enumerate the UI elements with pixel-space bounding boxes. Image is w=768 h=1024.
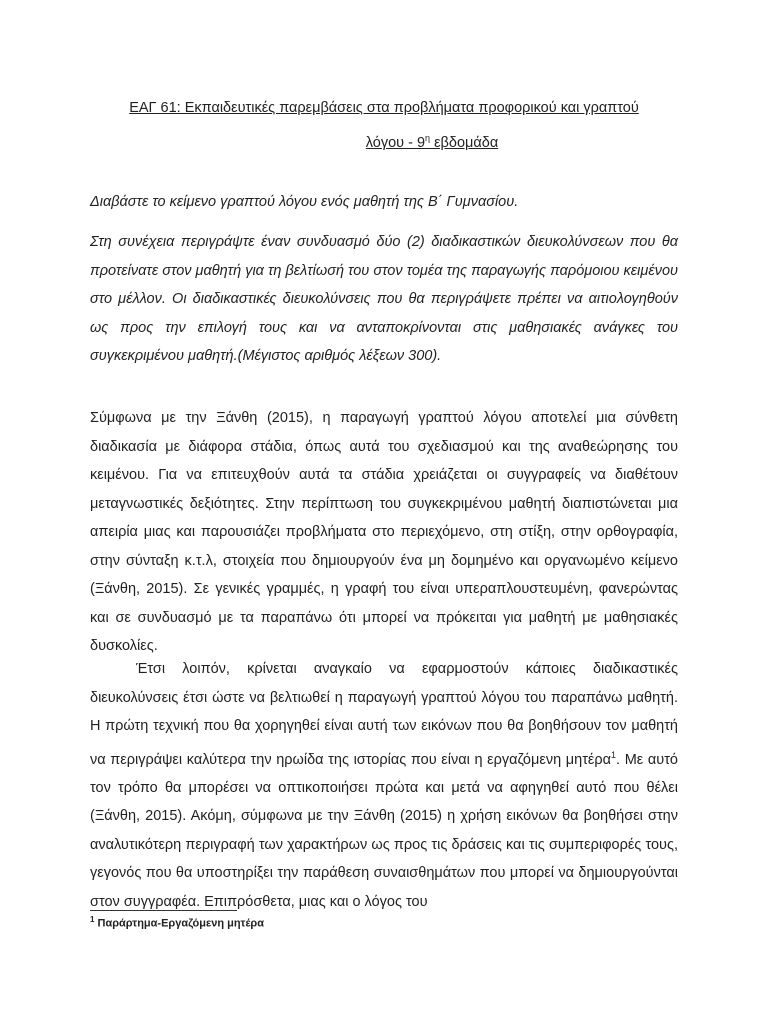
page-title	[90, 93, 678, 158]
title-line-2	[90, 123, 678, 158]
title-line-2-text: λόγου - 9	[365, 134, 426, 151]
footnote-separator	[90, 910, 237, 911]
title-line-1: ΕΑΓ 61: Εκπαιδευτικές παρεμβάσεις στα προβλήματα προφορικού και γραπτού	[129, 100, 639, 116]
body-paragraph-2-part-b: . Με αυτό τον τρόπο θα μπορέσει να οπτικοποιήσει πρώτα και μετά να αφηγηθεί αυτό που θέλει (Ξάνθη, 2015). Ακόμη, σύμφωνα με την Ξάνθη (2015) η χρήση εικόνων θα βοηθήσει στην αναλυτικότερη περιγραφή των χαρακτήρων ως προς τις δράσεις και τις συμπεριφορές τους, γεγονός που θα υποστηρίξει την παράθεση συναισθημάτων που μπορεί να δημιουργούνται στον συγγραφέα. Επιπρόσθετα, μιας και ο λόγος του	[90, 751, 678, 910]
footnote-text: Παράρτημα-Εργαζόμενη μητέρα	[94, 917, 264, 930]
title-line-2-end: εβδομάδα	[430, 134, 499, 151]
instruction-paragraph-1: Διαβάστε το κείμενο γραπτού λόγου ενός μαθητή της Β΄ Γυμνασίου.	[90, 194, 519, 210]
body-paragraph-2	[90, 655, 678, 916]
body-paragraph-2-part-a: Έτσι λοιπόν, κρίνεται αναγκαίο να εφαρμοστούν κάποιες διαδικαστικές διευκολύνσεις έτσι ώστε να βελτιωθεί η παραγωγή γραπτού λόγου του παραπάνω μαθητή. Η πρώτη τεχνική που θα χορηγηθεί είναι αυτή των εικόνων που θα βοηθήσουν τον μαθητή να περιγράψει καλύτερα την ηρωίδα της ιστορίας που είναι η εργαζόμενη μητέρα	[90, 661, 678, 768]
title-superscript: η	[425, 133, 431, 143]
footnote-number: 1	[90, 915, 95, 924]
instruction-paragraph-2: Στη συνέχεια περιγράψτε έναν συνδυασμό δύο (2) διαδικαστικών διευκολύνσεων που θα προτείνατε στον μαθητή για τη βελτίωσή του στον τομέα της παραγωγής παρόμοιου κειμένου στο μέλλον. Οι διαδικαστικές διευκολύνσεις που θα περιγράψετε πρέπει να αιτιολογηθούν ως προς την επιλογή τους και να ανταποκρίνονται στις μαθησιακές ανάγκες του συγκεκριμένου μαθητή.(Μέγιστος αριθμός λέξεων 300).	[90, 234, 678, 364]
footnote-reference[interactable]: 1	[611, 749, 617, 760]
footnote	[90, 915, 264, 930]
body-paragraph-1: Σύμφωνα με την Ξάνθη (2015), η παραγωγή γραπτού λόγου αποτελεί μια σύνθετη διαδικασία με διάφορα στάδια, όπως αυτά του σχεδιασμού και της αναθεώρησης του κειμένου. Για να επιτευχθούν αυτά τα στάδια χρειάζεται οι συγγραφείς να διαθέτουν μεταγνωστικές δεξιότητες. Στην περίπτωση του συγκεκριμένου μαθητή διαπιστώνεται μια απειρία μιας και παρουσιάζει προβλήματα στο περιεχόμενο, στη στίξη, στην ορθογραφία, στην σύνταξη κ.τ.λ, στοιχεία που δημιουργούν ένα μη δομημένο και οργανωμένο κείμενο (Ξάνθη, 2015). Σε γενικές γραμμές, η γραφή του είναι υπεραπλουστευμένη, φανερώντας και σε συνδυασμό με τα παραπάνω ότι μπορεί να πρόκειται για μαθητή με μαθησιακές δυσκολίες.	[90, 410, 678, 654]
